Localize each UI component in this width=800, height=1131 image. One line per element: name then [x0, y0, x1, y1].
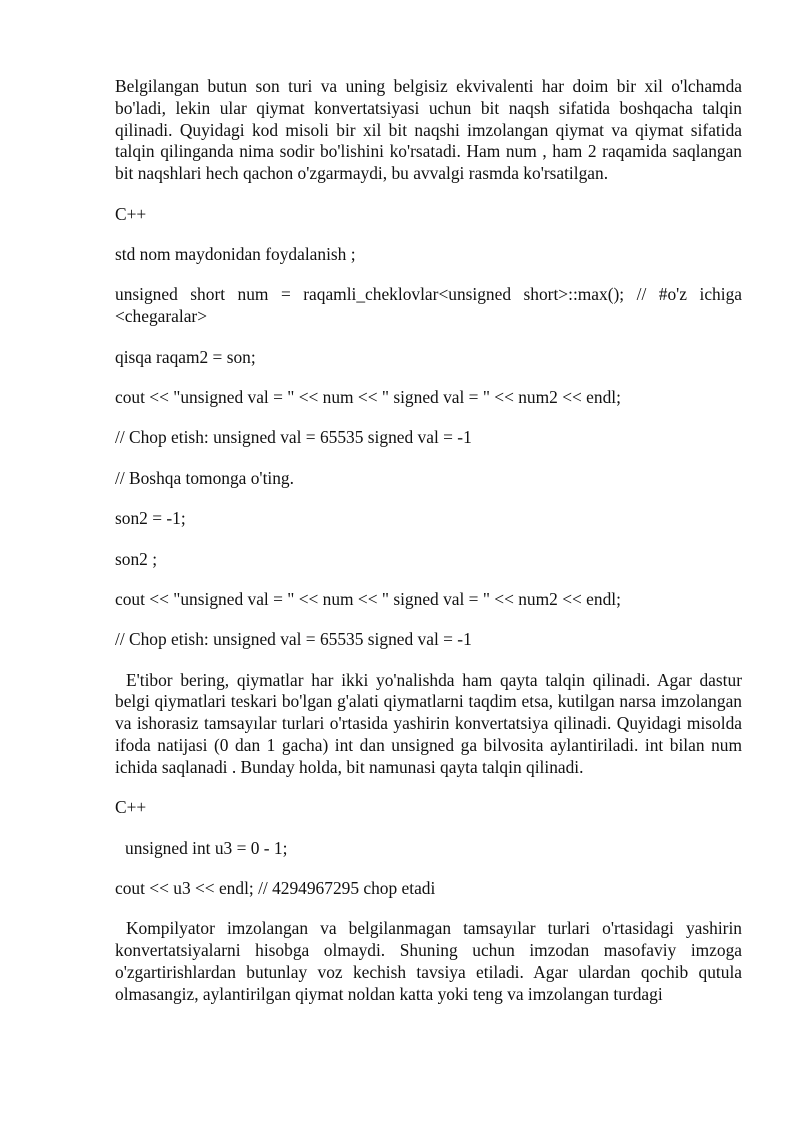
code-line: unsigned short num = raqamli_cheklovlar<unsigned short>::max(); // #o'z ichiga <chegaralar> — [115, 284, 742, 327]
code-line: std nom maydonidan foydalanish ; — [115, 243, 356, 264]
document-page — [115, 76, 742, 1006]
paragraph-note: E'tibor bering, qiymatlar har ikki yo'nalishda ham qayta talqin qilinadi. Agar dastur belgi qiymatlari teskari bo'lgan g'alati qiymatlarni taqdim etsa, kutilgan narsa imzolangan va ishorasiz tamsayılar turlari o'rtasida yashirin konvertatsiya qilinadi. Quyidagi misolda ifoda natijasi (0 dan 1 gacha) int dan unsigned ga bilvosita aylantiriladi. int bilan num ichida saqlanadi . Bunday holda, bit namunasi qayta talqin qilinadi. — [115, 669, 742, 777]
language-label: C++ — [115, 203, 147, 224]
code-line: cout << u3 << endl; // 4294967295 chop etadi — [115, 878, 436, 899]
paragraph-compiler: Kompilyator imzolangan va belgilanmagan tamsayılar turlari o'rtasidagi yashirin konvertatsiyalarni hisobga olmaydi. Shuning uchun imzodan masofaviy imzoga o'zgartirishlardan butunlay voz kechish tavsiya etiladi. Agar ulardan qochib qutula olmasangiz, aylantirilgan qiymat noldan katta yoki teng va imzolangan turdagi — [115, 918, 742, 1004]
code-line: son2 ; — [115, 548, 158, 569]
language-label: C++ — [115, 797, 147, 818]
code-line: cout << "unsigned val = " << num << " signed val = " << num2 << endl; — [115, 588, 621, 609]
code-comment: // Chop etish: unsigned val = 65535 signed val = -1 — [115, 427, 472, 448]
code-line: son2 = -1; — [115, 508, 186, 529]
paragraph-intro: Belgilangan butun son turi va uning belgisiz ekvivalenti har doim bir xil o'lchamda bo'ladi, lekin ular qiymat konvertatsiyasi uchun bit naqsh sifatida boshqacha talqin qilinadi. Quyidagi kod misoli bir xil bit naqshi imzolangan qiymat va qiymat sifatida talqin qilinganda nima sodir bo'lishini ko'rsatadi. Ham num , ham 2 raqamida saqlangan bit naqshlari hech qachon o'zgarmaydi, bu avvalgi rasmda ko'rsatilgan. — [115, 76, 742, 184]
code-line: qisqa raqam2 = son; — [115, 346, 256, 367]
code-line: unsigned int u3 = 0 - 1; — [125, 837, 288, 858]
code-comment: // Chop etish: unsigned val = 65535 signed val = -1 — [115, 629, 472, 650]
code-line: cout << "unsigned val = " << num << " signed val = " << num2 << endl; — [115, 386, 621, 407]
code-comment: // Boshqa tomonga o'ting. — [115, 467, 294, 488]
